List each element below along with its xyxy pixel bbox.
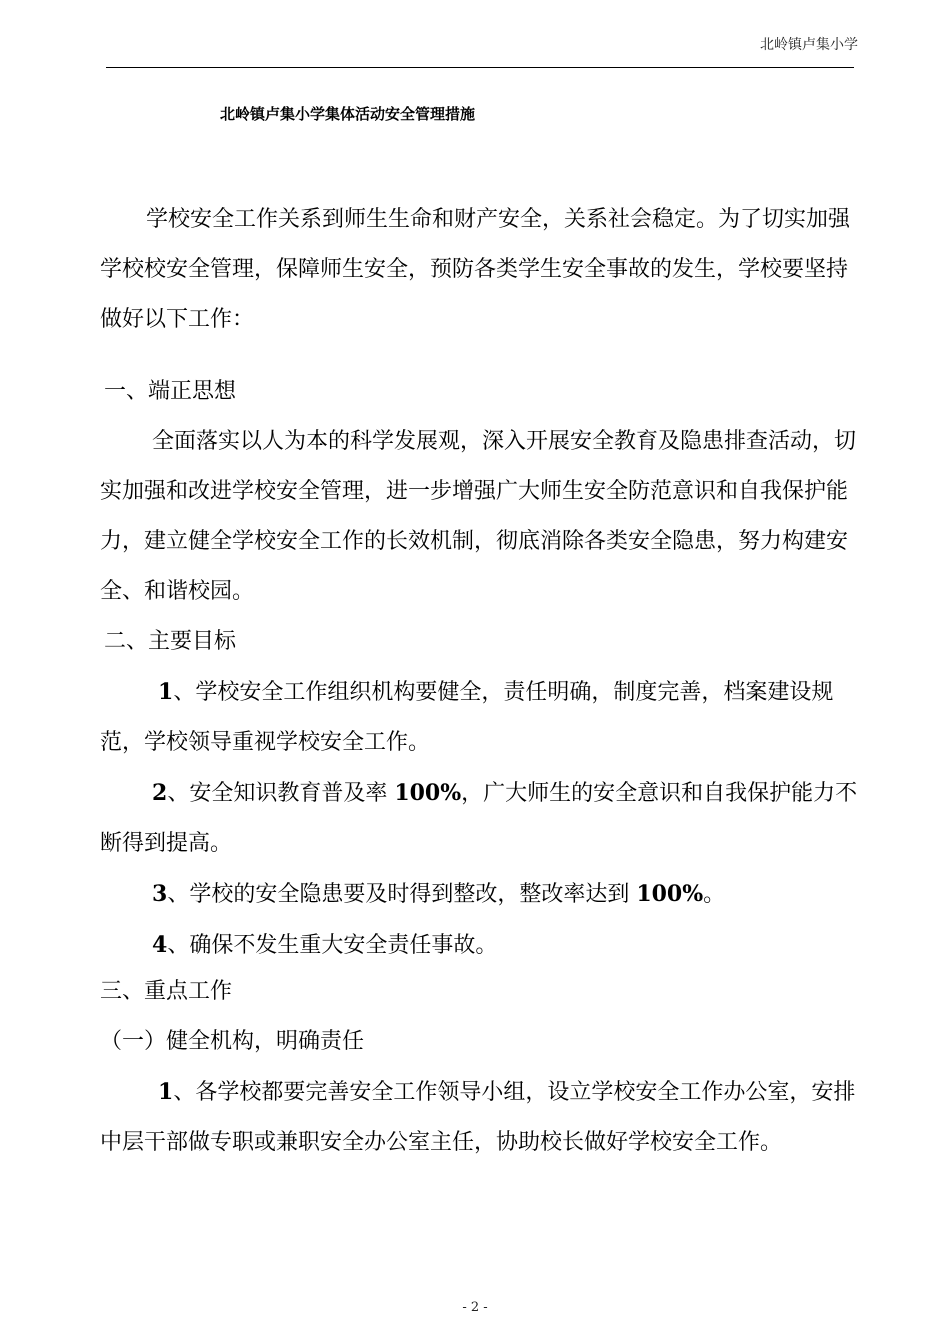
goal-item-2-text-b: ，广大师生的安全意识和自我保护能力不断得到提高。: [100, 781, 858, 856]
goal-item-2-percent: 100%: [394, 780, 462, 806]
goal-item-2: [100, 768, 860, 869]
goal-item-1-number: 1: [158, 679, 174, 705]
header-rule: [106, 67, 854, 68]
goal-item-3-text-b: 。: [703, 882, 726, 907]
section-3-sub-1-heading: （一）健全机构，明确责任: [100, 1029, 365, 1054]
sub-1-item-1-number: 1: [158, 1079, 174, 1105]
intro-paragraph: 学校安全工作关系到师生生命和财产安全，关系社会稳定。为了切实加强学校校安全管理，保障师生安全，预防各类学生安全事故的发生，学校要坚持做好以下工作：: [100, 207, 851, 332]
intro-block: [100, 195, 860, 345]
goal-item-1-text: 、学校安全工作组织机构要健全，责任明确，制度完善，档案建设规范，学校领导重视学校安全工作。: [100, 680, 834, 755]
goal-item-3-percent: 100%: [636, 881, 704, 907]
goal-item-3: [100, 869, 860, 920]
section-1-body: 全面落实以人为本的科学发展观，深入开展安全教育及隐患排查活动，切实加强和改进学校安全管理，进一步增强广大师生安全防范意识和自我保护能力，建立健全学校安全工作的长效机制，彻底消除各类安全隐患，努力构建安全、和谐校园。: [100, 429, 857, 604]
section-3-heading: 三、重点工作: [100, 979, 233, 1004]
section-3-sub-1-item-1: [100, 1067, 860, 1168]
goal-item-1: [100, 667, 860, 768]
goal-item-4-text: 、确保不发生重大安全责任事故。: [167, 933, 498, 958]
section-2: [100, 617, 860, 971]
goal-item-4-number: 4: [152, 932, 168, 958]
section-2-heading: 二、主要目标: [104, 629, 237, 654]
page-number: - 2 -: [462, 1300, 488, 1315]
goal-item-3-number: 3: [152, 881, 168, 907]
document-title: 北岭镇卢集小学集体活动安全管理措施: [220, 105, 476, 123]
goal-item-2-text-a: 、安全知识教育普及率: [167, 781, 395, 806]
section-3: [100, 967, 860, 1168]
goal-item-4: [100, 920, 860, 971]
section-1: [100, 367, 860, 617]
running-header: 北岭镇卢集小学: [760, 37, 858, 53]
sub-1-item-1-text: 、各学校都要完善安全工作领导小组，设立学校安全工作办公室，安排中层干部做专职或兼职安全办公室主任，协助校长做好学校安全工作。: [100, 1080, 856, 1155]
section-1-heading: 一、端正思想: [104, 379, 237, 404]
goal-item-3-text-a: 、学校的安全隐患要及时得到整改，整改率达到: [167, 882, 637, 907]
goal-item-2-number: 2: [152, 780, 168, 806]
